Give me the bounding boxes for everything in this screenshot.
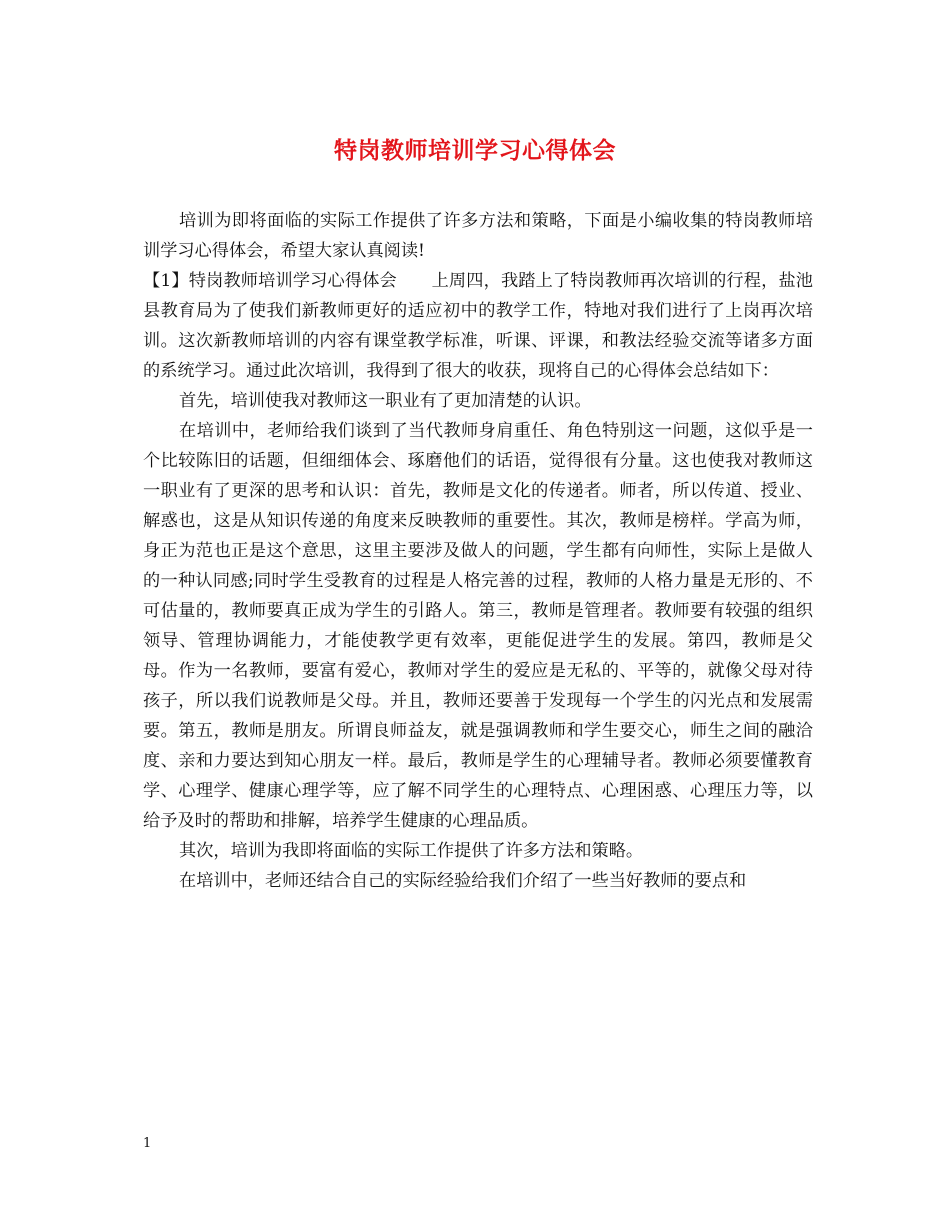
document-title: 特岗教师培训学习心得体会 [334, 137, 616, 164]
paragraph-second-point: 其次，培训为我即将面临的实际工作提供了许多方法和策略。 [179, 841, 644, 861]
page-number: 1 [143, 1136, 152, 1151]
paragraph-continuation: 在培训中，老师还结合自己的实际经验给我们介绍了一些当好教师的要点和 [179, 871, 747, 891]
document-body [143, 206, 813, 896]
paragraph-teacher-roles: 在培训中，老师给我们谈到了当代教师身肩重任、角色特别这一问题，这似乎是一个比较陈旧的话题，但细细体会、琢磨他们的话语，觉得很有分量。这也使我对教师这一职业有了更深的思考和认识：首先，教师是文化的传递者。师者，所以传道、授业、解惑也，这是从知识传递的角度来反映教师的重要性。其次，教师是榜样。学高为师，身正为范也正是这个意思，这里主要涉及做人的问题，学生都有向师性，实际上是做人的一种认同感;同时学生受教育的过程是人格完善的过程，教师的人格力量是无形的、不可估量的，教师要真正成为学生的引路人。第三，教师是管理者。教师要有较强的组织领导、管理协调能力，才能使教学更有效率，更能促进学生的发展。第四，教师是父母。作为一名教师，要富有爱心，教师对学生的爱应是无私的、平等的，就像父母对待孩子，所以我们说教师是父母。并且，教师还要善于发现每一个学生的闪光点和发展需要。第五，教师是朋友。所谓良师益友，就是强调教师和学生要交心，师生之间的融洽度、亲和力要达到知心朋友一样。最后，教师是学生的心理辅导者。教师必须要懂教育学、心理学、健康心理学等，应了解不同学生的心理特点、心理困惑、心理压力等，以给予及时的帮助和排解，培养学生健康的心理品质。 [143, 421, 813, 831]
paragraph-section-1: 【1】特岗教师培训学习心得体会 上周四，我踏上了特岗教师再次培训的行程，盐池县教育局为了使我们新教师更好的适应初中的教学工作，特地对我们进行了上岗再次培训。这次新教师培训的内容有课堂教学标准，听课、评课，和教法经验交流等诸多方面的系统学习。通过此次培训，我得到了很大的收获，现将自己的心得体会总结如下： [143, 271, 813, 381]
paragraph-first-point: 首先，培训使我对教师这一职业有了更加清楚的认识。 [179, 391, 592, 411]
paragraph-intro: 培训为即将面临的实际工作提供了许多方法和策略，下面是小编收集的特岗教师培训学习心得体会，希望大家认真阅读! [143, 211, 813, 261]
